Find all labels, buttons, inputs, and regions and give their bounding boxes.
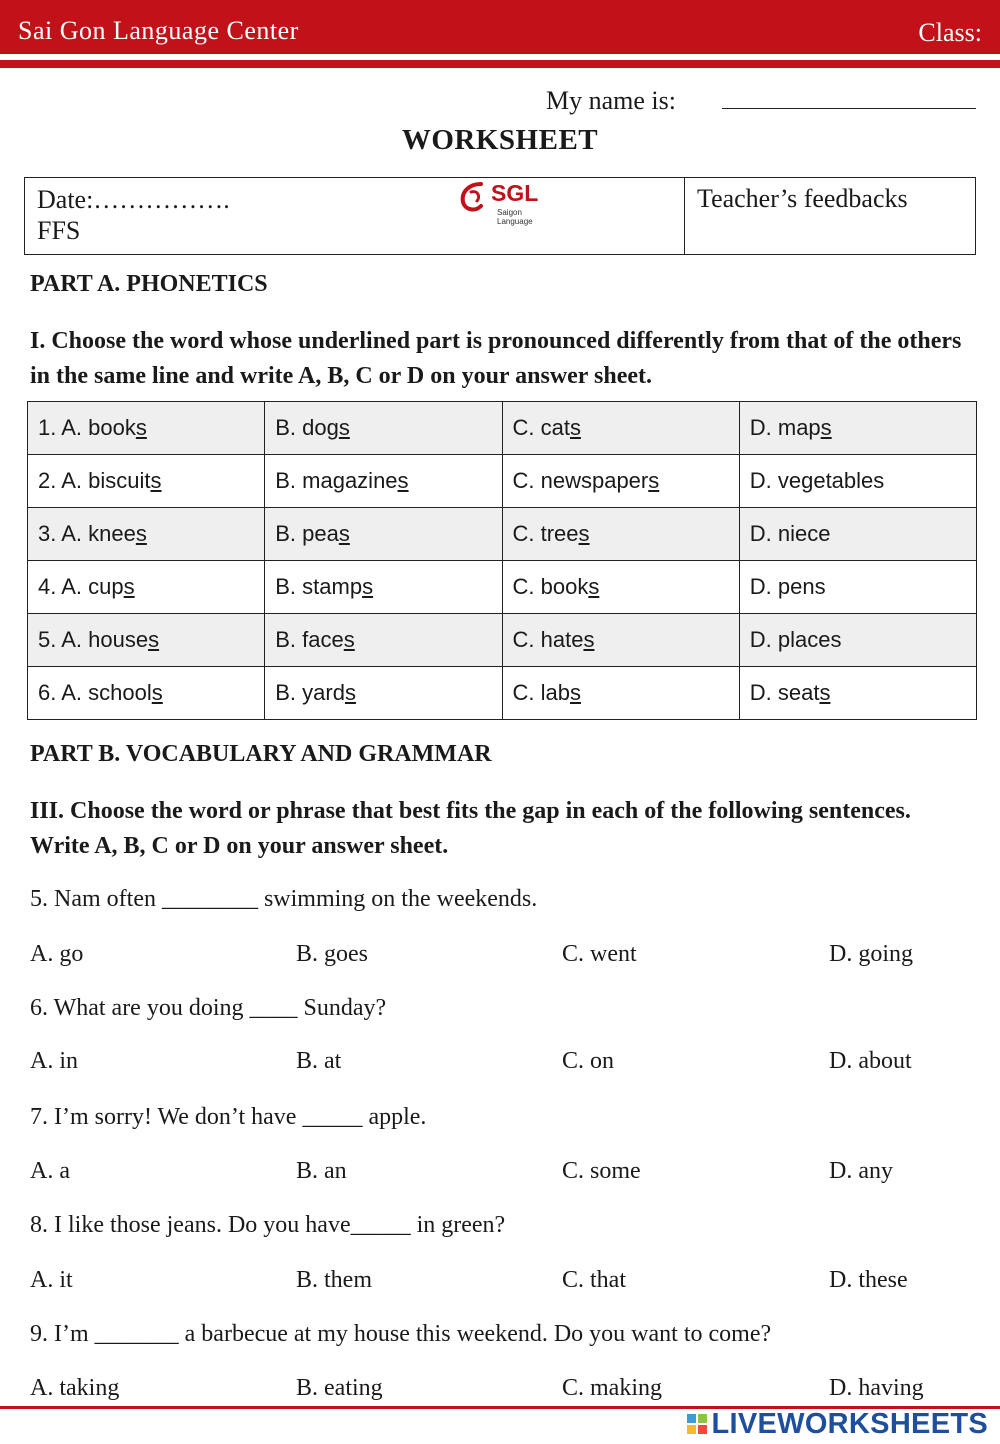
table-cell	[28, 402, 265, 455]
table-cell	[28, 614, 265, 667]
word-text: D. seat	[749, 680, 820, 705]
info-divider	[684, 178, 685, 254]
q5-option-c[interactable]: C. went	[562, 941, 637, 967]
q7-option-a[interactable]: A. a	[30, 1158, 70, 1184]
q6-option-a[interactable]: A. in	[30, 1048, 78, 1074]
date-label: Date:…………….	[37, 185, 230, 214]
table-cell	[502, 561, 739, 614]
underlined-part: s	[151, 680, 163, 705]
q7-option-b[interactable]: B. an	[296, 1158, 347, 1184]
liveworksheets-brand: LIVEWORKSHEETS	[711, 1407, 988, 1440]
word-text: C. hate	[512, 627, 584, 652]
center-name: Sai Gon Language Center	[18, 16, 299, 45]
underlined-part: s	[135, 521, 147, 546]
table-cell	[739, 561, 976, 614]
word-text: C. book	[512, 574, 589, 599]
table-cell	[739, 508, 976, 561]
table-cell	[28, 667, 265, 720]
word-text: C. tree	[512, 521, 579, 546]
part-a-instruction: I. Choose the word whose underlined part is pronounced differently from that of the others in the same line and write A, B, C or D on your answer sheet.	[30, 328, 962, 389]
phonetics-table	[27, 401, 977, 720]
underlined-part: s	[397, 468, 409, 493]
underlined-part: s	[583, 627, 595, 652]
underlined-part: s	[344, 680, 356, 705]
q5-option-b[interactable]: B. goes	[296, 941, 368, 967]
underlined-part: s	[820, 415, 832, 440]
underlined-part: s	[150, 468, 162, 493]
underlined-part: s	[648, 468, 660, 493]
table-cell	[739, 667, 976, 720]
sgl-swirl-icon	[457, 180, 491, 214]
feedback-label: Teacher’s feedbacks	[697, 184, 908, 213]
word-text: D. places	[749, 627, 842, 652]
word-text: B. dog	[275, 415, 339, 440]
underlined-part: s	[819, 680, 831, 705]
question-7: 7. I’m sorry! We don’t have _____ apple.	[30, 1104, 427, 1130]
table-cell	[502, 614, 739, 667]
q7-option-c[interactable]: C. some	[562, 1158, 641, 1184]
liveworksheets-logo[interactable]	[687, 1406, 989, 1442]
underlined-part: s	[578, 521, 590, 546]
underlined-part: s	[343, 627, 355, 652]
table-cell	[739, 614, 976, 667]
word-text: C. newspaper	[512, 468, 649, 493]
underlined-part: s	[338, 415, 350, 440]
q9-option-c[interactable]: C. making	[562, 1375, 662, 1401]
q9-option-d[interactable]: D. having	[829, 1375, 924, 1401]
word-text: D. pens	[749, 574, 826, 599]
table-row	[28, 561, 977, 614]
table-cell	[28, 455, 265, 508]
underlined-part: s	[588, 574, 600, 599]
header-bar	[0, 0, 1000, 54]
q8-option-d[interactable]: D. these	[829, 1267, 908, 1293]
underlined-part: s	[569, 680, 581, 705]
table-row	[28, 614, 977, 667]
liveworksheets-blocks-icon	[687, 1414, 707, 1434]
word-text: D. niece	[749, 521, 831, 546]
word-text: D. map	[749, 415, 821, 440]
q8-option-a[interactable]: A. it	[30, 1267, 73, 1293]
q5-option-a[interactable]: A. go	[30, 941, 84, 967]
table-cell	[739, 455, 976, 508]
word-text: B. magazine	[275, 468, 398, 493]
class-code: FFS	[37, 216, 81, 245]
table-cell	[265, 667, 502, 720]
table-cell	[502, 455, 739, 508]
table-row	[28, 455, 977, 508]
word-text: B. stamp	[275, 574, 363, 599]
word-text: 2. A. biscuit	[38, 468, 151, 493]
part-b-heading: PART B. VOCABULARY AND GRAMMAR	[30, 741, 492, 767]
q8-option-b[interactable]: B. them	[296, 1267, 372, 1293]
table-cell	[265, 402, 502, 455]
q9-option-b[interactable]: B. eating	[296, 1375, 383, 1401]
table-cell	[502, 402, 739, 455]
name-blank[interactable]	[722, 108, 976, 109]
table-cell	[28, 508, 265, 561]
word-text: 5. A. house	[38, 627, 149, 652]
info-box	[24, 177, 976, 255]
table-row	[28, 508, 977, 561]
q6-option-d[interactable]: D. about	[829, 1048, 912, 1074]
table-cell	[502, 667, 739, 720]
underlined-part: s	[148, 627, 160, 652]
q6-option-c[interactable]: C. on	[562, 1048, 615, 1074]
table-row	[28, 667, 977, 720]
q6-option-b[interactable]: B. at	[296, 1048, 342, 1074]
word-text: B. yard	[275, 680, 345, 705]
word-text: 3. A. knee	[38, 521, 136, 546]
underlined-part: s	[362, 574, 374, 599]
word-text: C. cat	[512, 415, 570, 440]
header-rule	[0, 60, 1000, 68]
worksheet-title: WORKSHEET	[401, 124, 599, 156]
underlined-part: s	[123, 574, 135, 599]
name-label: My name is:	[546, 86, 676, 115]
underlined-part: s	[569, 415, 581, 440]
table-cell	[739, 402, 976, 455]
q5-option-d[interactable]: D. going	[829, 941, 913, 967]
underlined-part: s	[338, 521, 350, 546]
table-row	[28, 402, 977, 455]
word-text: 6. A. school	[38, 680, 152, 705]
q8-option-c[interactable]: C. that	[562, 1267, 626, 1293]
table-cell	[265, 561, 502, 614]
question-9: 9. I’m _______ a barbecue at my house this weekend. Do you want to come?	[30, 1321, 772, 1347]
sgl-logo	[457, 178, 557, 226]
part-b-instruction: III. Choose the word or phrase that best fits the gap in each of the following sentences. Write A, B, C or D on your answer sheet.	[30, 798, 911, 859]
table-cell	[28, 561, 265, 614]
question-5: 5. Nam often ________ swimming on the weekends.	[30, 886, 538, 912]
logo-text: SGL	[491, 180, 539, 206]
class-label: Class:	[918, 18, 982, 47]
q7-option-d[interactable]: D. any	[829, 1158, 893, 1184]
word-text: B. pea	[275, 521, 339, 546]
question-8: 8. I like those jeans. Do you have_____ in green?	[30, 1212, 506, 1238]
word-text: B. face	[275, 627, 344, 652]
word-text: 1. A. book	[38, 415, 136, 440]
logo-subtext: Saigon Language	[497, 208, 533, 226]
word-text: C. lab	[512, 680, 570, 705]
table-cell	[265, 455, 502, 508]
q9-option-a[interactable]: A. taking	[30, 1375, 120, 1401]
date-block	[37, 184, 230, 246]
part-a-heading: PART A. PHONETICS	[30, 271, 268, 297]
word-text: 4. A. cup	[38, 574, 124, 599]
underlined-part: s	[135, 415, 147, 440]
table-cell	[265, 508, 502, 561]
word-text: D. vegetables	[749, 468, 885, 493]
table-cell	[502, 508, 739, 561]
table-cell	[265, 614, 502, 667]
question-6: 6. What are you doing ____ Sunday?	[30, 995, 387, 1021]
